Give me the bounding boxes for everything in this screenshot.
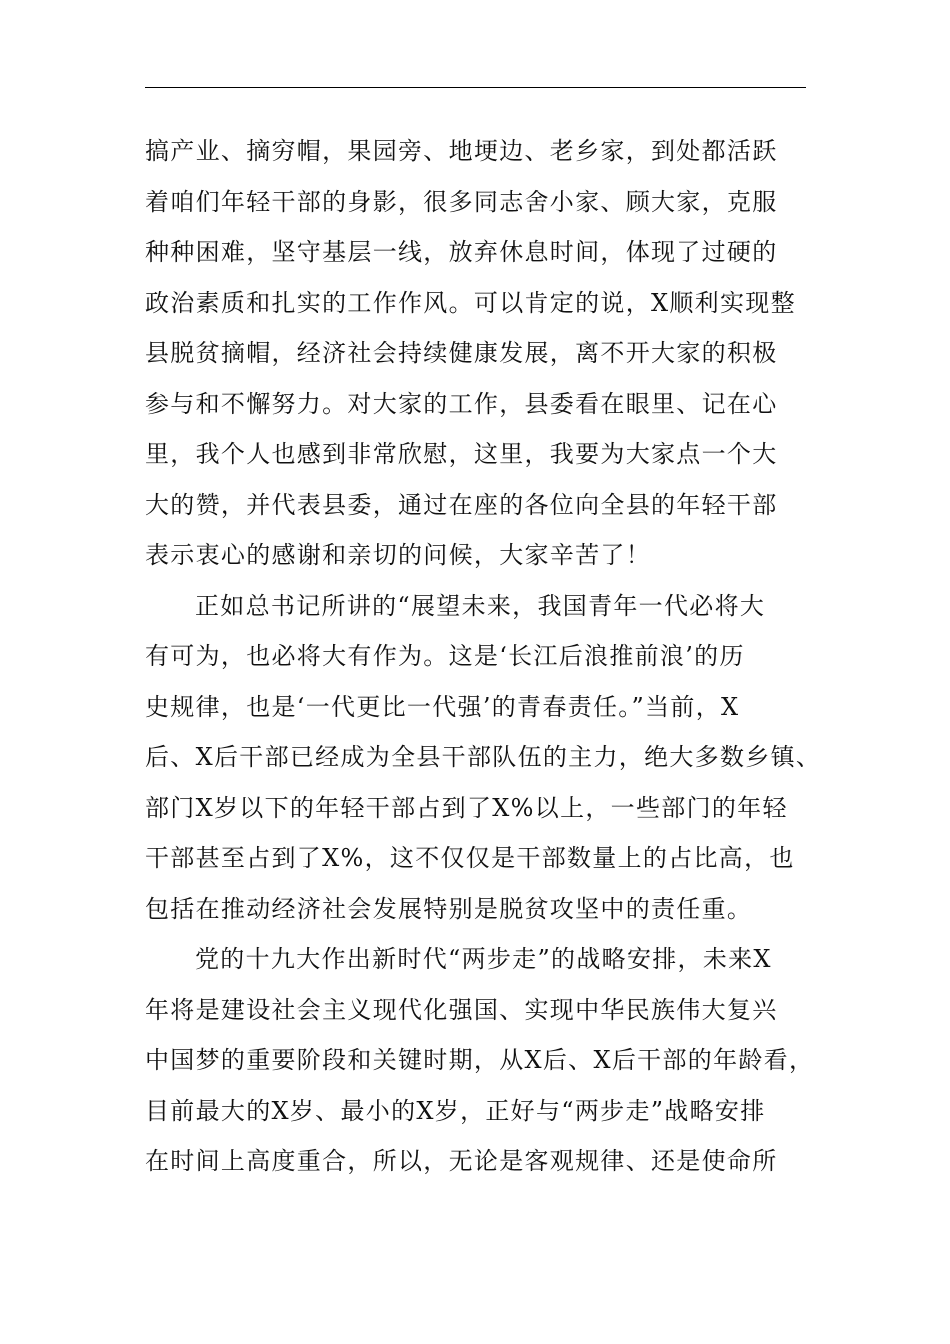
text-line: 史规律，也是‘一代更比一代强’的青春责任。”当前，X — [145, 692, 740, 721]
text-line: 搞产业、摘穷帽，果园旁、地埂边、老乡家，到处都活跃 — [145, 137, 778, 165]
paragraph-first-line: 党的十九大作出新时代“两步走”的战略安排，未来X — [195, 945, 772, 973]
text-line: 参与和不懈努力。对大家的工作，县委看在眼里、记在心 — [145, 389, 778, 418]
paragraph-first-line: 正如总书记所讲的“展望未来，我国青年一代必将大 — [195, 591, 766, 620]
text-line: 政治素质和扎实的工作作风。可以肯定的说，X顺利实现整 — [145, 288, 796, 317]
text-line: 部门X岁以下的年轻干部占到了X%以上，一些部门的年轻 — [145, 793, 788, 822]
text-line: 目前最大的X岁、最小的X岁，正好与“两步走”战略安排 — [145, 1096, 766, 1125]
text-line: 在时间上高度重合，所以，无论是客观规律、还是使命所 — [145, 1147, 778, 1175]
header-rule — [145, 87, 806, 88]
text-line: 表示衷心的感谢和亲切的问候，大家辛苦了！ — [145, 541, 651, 569]
text-line: 年将是建设社会主义现代化强国、实现中华民族伟大复兴 — [145, 995, 778, 1024]
text-line: 种种困难，坚守基层一线，放弃休息时间，体现了过硬的 — [145, 238, 778, 266]
text-line: 县脱贫摘帽，经济社会持续健康发展，离不开大家的积极 — [145, 339, 778, 367]
text-line: 着咱们年轻干部的身影，很多同志舍小家、顾大家，克服 — [145, 187, 778, 216]
text-line: 干部甚至占到了X%，这不仅仅是干部数量上的占比高，也 — [145, 844, 795, 872]
text-line: 有可为，也必将大有作为。这是‘长江后浪推前浪’的历 — [145, 642, 745, 670]
text-line: 后、X后干部已经成为全县干部队伍的主力，绝大多数乡镇、 — [145, 743, 822, 771]
text-line: 中国梦的重要阶段和关键时期，从X后、X后干部的年龄看， — [145, 1046, 815, 1074]
text-line: 大的赞，并代表县委，通过在座的各位向全县的年轻干部 — [145, 490, 778, 519]
text-line: 包括在推动经济社会发展特别是脱贫攻坚中的责任重。 — [145, 894, 753, 923]
document-body — [145, 126, 830, 1187]
text-line: 里，我个人也感到非常欣慰，这里，我要为大家点一个大 — [145, 440, 778, 468]
